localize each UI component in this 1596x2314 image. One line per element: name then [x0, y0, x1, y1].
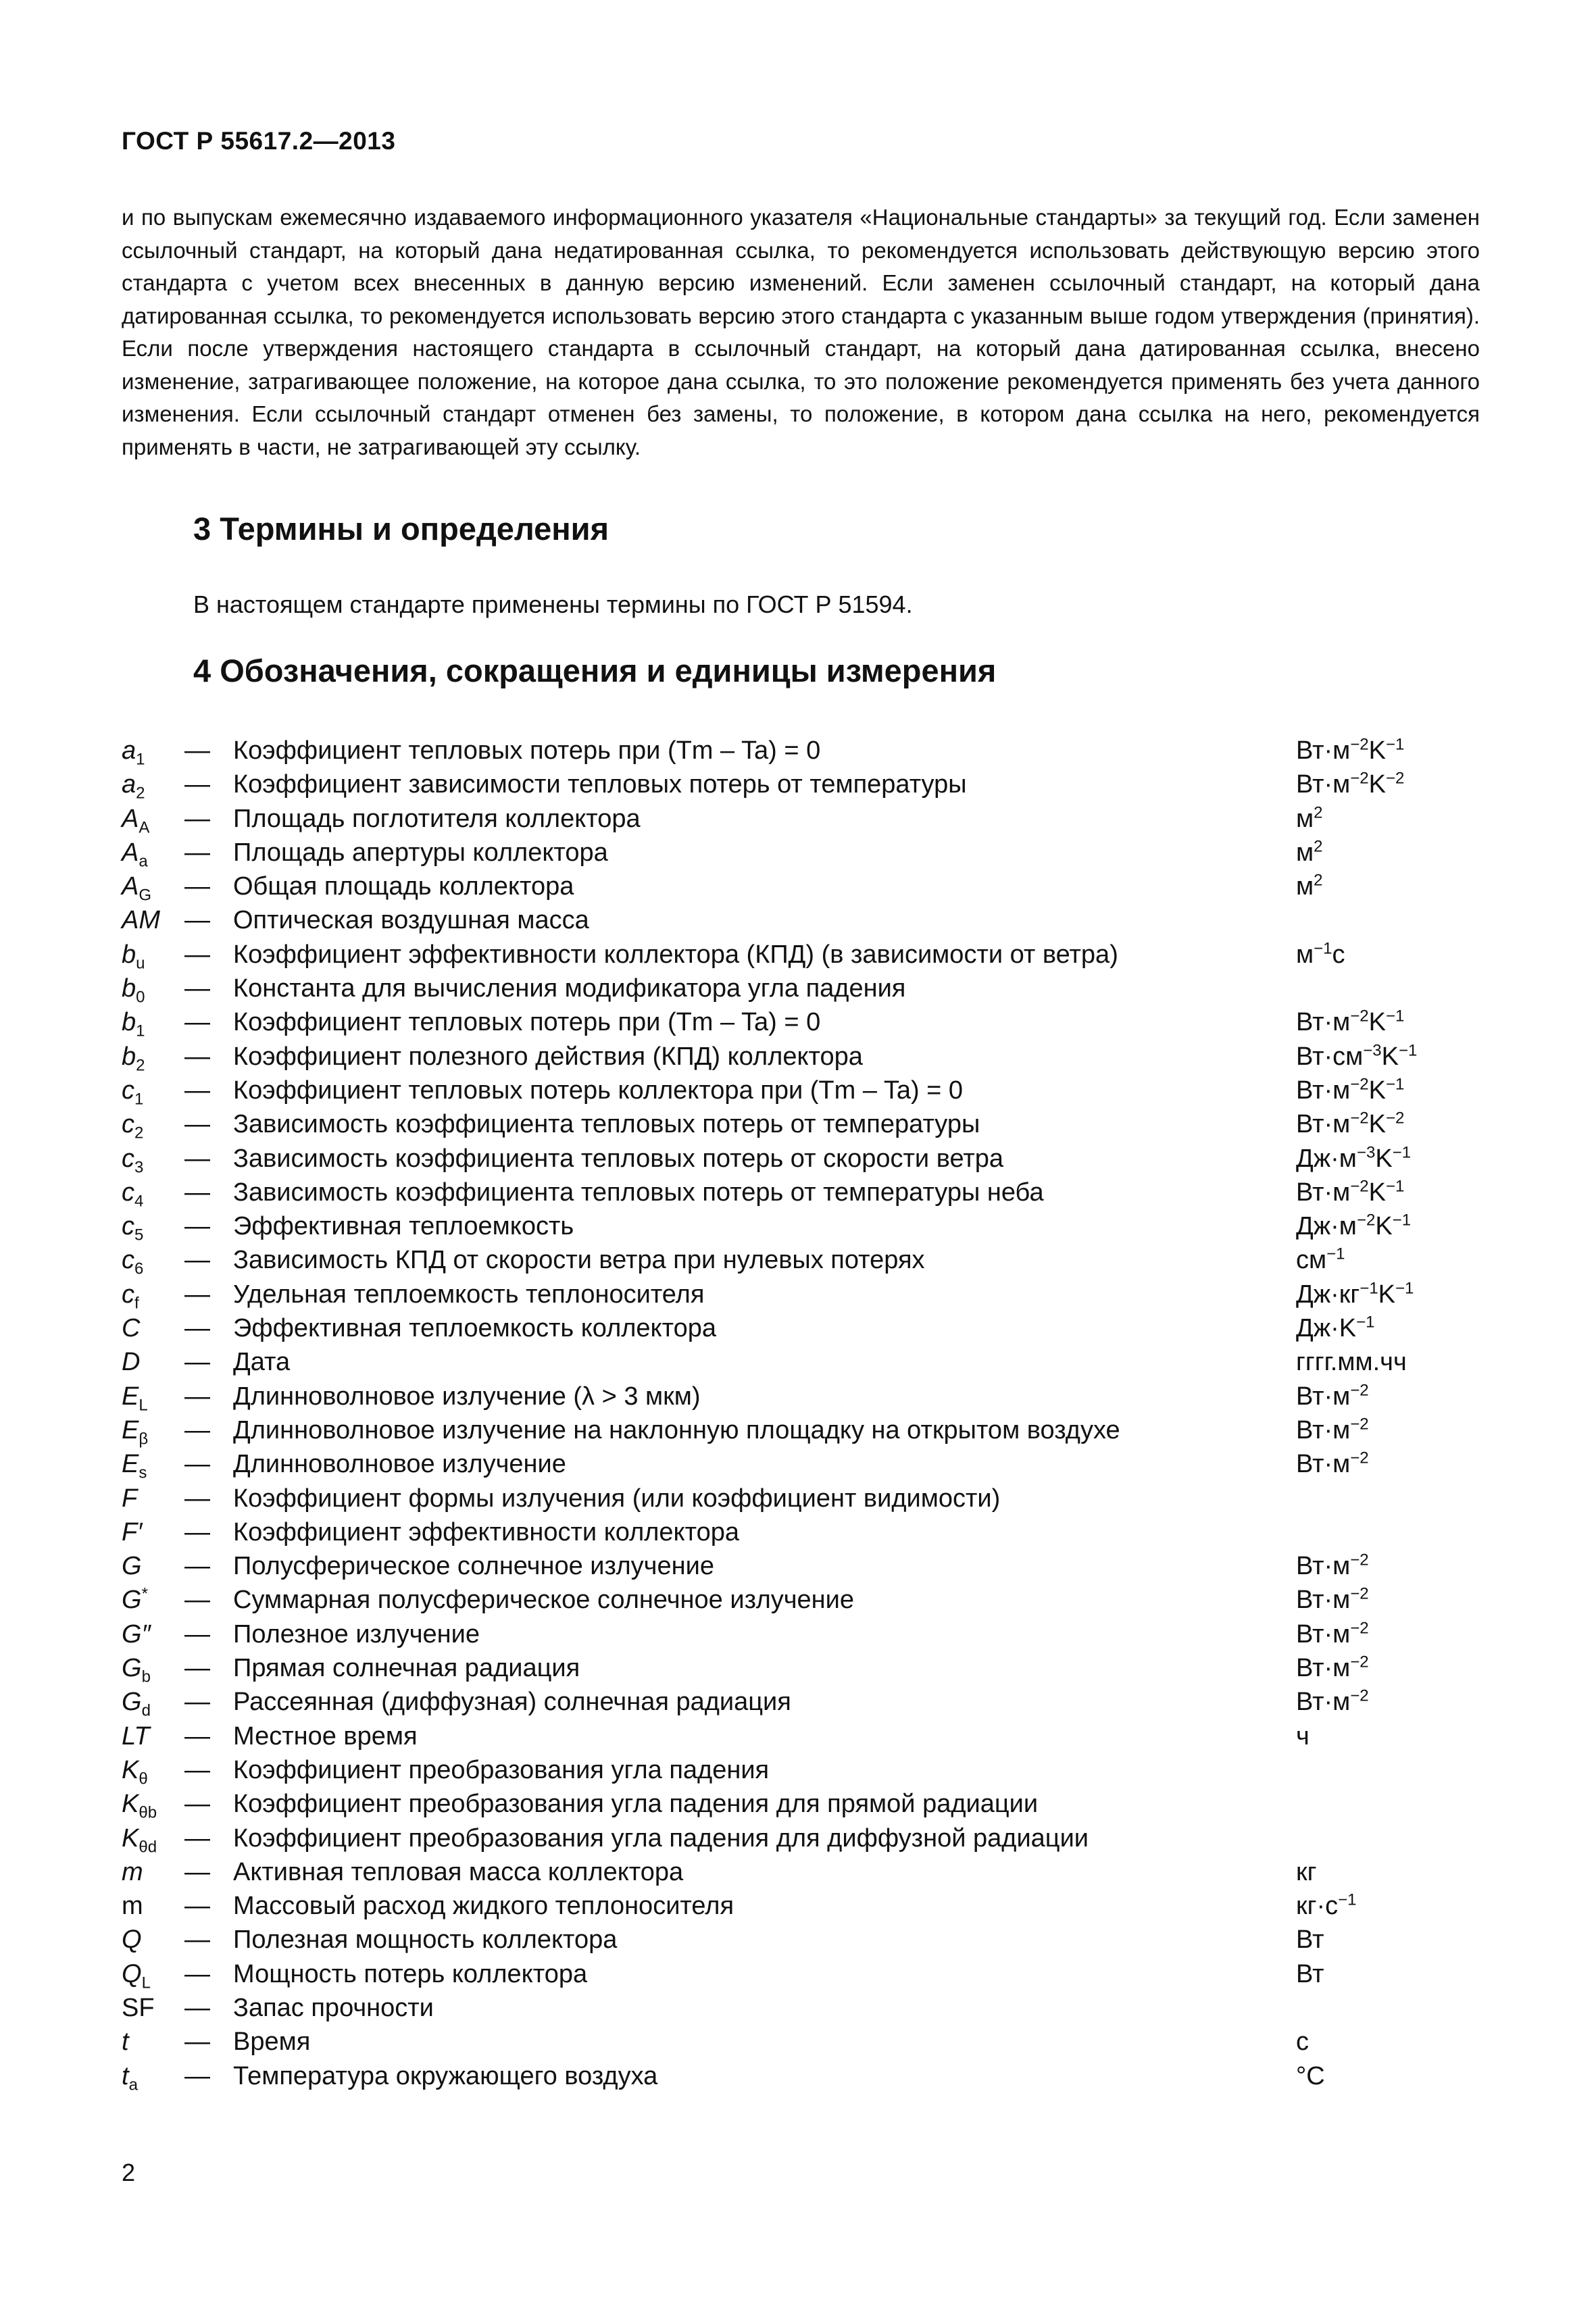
- em-dash: —: [184, 1415, 210, 1444]
- unit-of-measure: $м^2$: [1296, 871, 1323, 901]
- symbol: $a_1$: [122, 736, 145, 769]
- unit-of-measure: $Вт\cdot м^{-2}K^{-2}$: [1296, 769, 1405, 799]
- symbol-subscript: s: [139, 1463, 147, 1482]
- symbol: $c_f$: [122, 1280, 139, 1313]
- em-dash: —: [184, 974, 210, 1003]
- symbol: $G_b$: [122, 1654, 151, 1686]
- symbol-row: [122, 1311, 1480, 1345]
- symbols-list: [122, 734, 1480, 2093]
- symbol-row: [122, 802, 1480, 836]
- symbol-definition: Коэффициент преобразования угла падения для диффузной радиации: [233, 1823, 1089, 1853]
- em-dash: —: [184, 1688, 210, 1717]
- symbol: m: [122, 1857, 143, 1886]
- symbol: $t_a$: [122, 2061, 138, 2094]
- unit-of-measure: гггг.мм.чч: [1296, 1348, 1407, 1377]
- symbol-subscript: 5: [134, 1226, 144, 1244]
- em-dash: —: [184, 838, 210, 867]
- document-header: ГОСТ Р 55617.2—2013: [122, 127, 396, 155]
- em-dash: —: [184, 1654, 210, 1683]
- symbol: $E_\beta$: [122, 1415, 149, 1449]
- unit-of-measure: $м^{-1}с$: [1296, 939, 1345, 969]
- symbol-definition: Коэффициент тепловых потерь при (Tm – Ta) = 0: [233, 1008, 821, 1037]
- section-3-text: В настоящем стандарте применены термины по ГОСТ Р 51594.: [193, 590, 913, 618]
- unit-of-measure: $Вт\cdot м^{-2}K^{-2}$: [1296, 1109, 1405, 1139]
- symbol: $K_\theta$: [122, 1755, 148, 1788]
- symbol: $b_u$: [122, 940, 145, 973]
- em-dash: —: [184, 872, 210, 901]
- symbol-subscript: G: [139, 886, 152, 905]
- symbol-row: [122, 1719, 1480, 1753]
- symbol-row: [122, 1142, 1480, 1176]
- em-dash: —: [184, 1246, 210, 1275]
- em-dash: —: [184, 1755, 210, 1784]
- symbol-definition: Суммарная полусферическое солнечное излучение: [233, 1586, 855, 1615]
- symbol-row: [122, 768, 1480, 801]
- symbol: $a_2$: [122, 770, 145, 803]
- symbol-subscript: f: [134, 1294, 139, 1313]
- em-dash: —: [184, 1076, 210, 1105]
- page-number: 2: [122, 2159, 136, 2186]
- symbol-definition: Коэффициент тепловых потерь при (Tm – Ta) = 0: [233, 736, 821, 765]
- symbol-row: [122, 1991, 1480, 2025]
- unit-of-measure: $Дж\cdot м^{-3}K^{-1}$: [1296, 1142, 1412, 1173]
- em-dash: —: [184, 1552, 210, 1581]
- symbol-subscript: a: [139, 852, 148, 871]
- symbol-definition: Запас прочности: [233, 1993, 434, 2022]
- symbol-definition: Полусферическое солнечное излучение: [233, 1552, 714, 1581]
- symbol-definition: Время: [233, 2028, 311, 2057]
- symbol-row: [122, 1243, 1480, 1277]
- em-dash: —: [184, 1619, 210, 1649]
- em-dash: —: [184, 1110, 210, 1139]
- symbol-subscript: 2: [134, 1124, 144, 1142]
- em-dash: —: [184, 906, 210, 935]
- symbol: $b_0$: [122, 974, 145, 1007]
- symbol-row: [122, 1040, 1480, 1074]
- symbol-definition: Зависимость коэффициента тепловых потерь от скорости ветра: [233, 1144, 1004, 1173]
- intro-paragraph: и по выпускам ежемесячно издаваемого информационного указателя «Национальные стандарты» за текущий год. Если заменен ссылочный стандарт, на который дана недатированная ссылка, то рекомендуется использовать действующую версию этого стандарта с учетом всех внесенных в данную версию изменений. Если заменен ссылочный стандарт, на который дана датированная ссылка, то рекомендуется использовать версию этого стандарта с указанным выше годом утверждения (принятия). Если после утверждения настоящего стандарта в ссылочный стандарт, на который дана датированная ссылка, внесено изменение, затрагивающее положение, на которое дана ссылка, то это положение рекомендуется применять без учета данного изменения. Если ссылочный стандарт отменен без замены, то положение, в котором дана ссылка на него, рекомендуется применять в части, не затрагивающей эту ссылку.: [122, 205, 1480, 459]
- section-3-title: 3 Термины и определения: [193, 511, 609, 547]
- symbol-subscript: 1: [136, 1022, 145, 1040]
- symbol-subscript: 1: [136, 750, 145, 769]
- symbol-row: [122, 1209, 1480, 1243]
- symbol: $E_L$: [122, 1382, 148, 1415]
- symbol-definition: Местное время: [233, 1721, 418, 1751]
- unit-of-measure: $Вт\cdot м^{-2}K^{-1}$: [1296, 1177, 1405, 1207]
- symbol: $A_G$: [122, 872, 152, 905]
- em-dash: —: [184, 1314, 210, 1343]
- symbol-row: [122, 2059, 1480, 2093]
- em-dash: —: [184, 1348, 210, 1377]
- symbol-subscript: u: [136, 954, 145, 973]
- unit-of-measure: $Вт\cdot м^{-2}$: [1296, 1686, 1369, 1717]
- symbol-definition: Коэффициент формы излучения (или коэффициент видимости): [233, 1484, 1001, 1513]
- symbol: $K_{\theta d}$: [122, 1823, 157, 1857]
- unit-of-measure: $Дж\cdot м^{-2}K^{-1}$: [1296, 1211, 1412, 1241]
- unit-of-measure: $Вт\cdot м^{-2}$: [1296, 1619, 1369, 1649]
- unit-of-measure: $кг\cdot с^{-1}$: [1296, 1890, 1357, 1921]
- symbol: G: [122, 1552, 142, 1581]
- symbol-definition: Коэффициент зависимости тепловых потерь от температуры: [233, 770, 967, 799]
- em-dash: —: [184, 1212, 210, 1241]
- symbol-subscript: 6: [134, 1260, 144, 1279]
- symbol-row: [122, 1787, 1480, 1821]
- symbol-row: [122, 1278, 1480, 1311]
- symbol-row: [122, 903, 1480, 937]
- symbol-subscript: β: [139, 1430, 149, 1449]
- symbol-row: [122, 1549, 1480, 1583]
- unit-of-measure: $Вт\cdot м^{-2}$: [1296, 1584, 1369, 1615]
- em-dash: —: [184, 1484, 210, 1513]
- em-dash: —: [184, 1008, 210, 1037]
- symbol-row: [122, 1413, 1480, 1447]
- symbol-subscript: d: [141, 1701, 151, 1720]
- symbol-definition: Оптическая воздушная масса: [233, 906, 589, 935]
- symbol-row: [122, 1617, 1480, 1651]
- symbol-row: [122, 1583, 1480, 1617]
- unit-of-measure: $Вт\cdot м^{-2}K^{-1}$: [1296, 1007, 1405, 1037]
- symbol: C: [122, 1314, 141, 1343]
- unit-of-measure: $см^{-1}$: [1296, 1244, 1345, 1275]
- symbol-definition: Общая площадь коллектора: [233, 872, 574, 901]
- unit-of-measure: $м^2$: [1296, 803, 1323, 833]
- symbol: $b_1$: [122, 1008, 145, 1040]
- symbol-definition: Константа для вычисления модификатора угла падения: [233, 974, 906, 1003]
- symbol-subscript: θb: [139, 1803, 157, 1822]
- symbol: $c_1$: [122, 1076, 144, 1109]
- unit-of-measure: кг: [1296, 1857, 1317, 1886]
- em-dash: —: [184, 1721, 210, 1751]
- em-dash: —: [184, 1586, 210, 1615]
- symbol: $c_3$: [122, 1144, 144, 1177]
- symbol-definition: Площадь апертуры коллектора: [233, 838, 608, 867]
- symbol-definition: Рассеянная (диффузная) солнечная радиация: [233, 1688, 791, 1717]
- symbol-definition: Полезная мощность коллектора: [233, 1926, 618, 1955]
- symbol: $E_s$: [122, 1450, 147, 1482]
- symbol-subscript: b: [141, 1667, 151, 1686]
- em-dash: —: [184, 2028, 210, 2057]
- symbol-definition: Температура окружающего воздуха: [233, 2061, 658, 2090]
- symbol: $A_a$: [122, 838, 148, 871]
- symbol-definition: Зависимость коэффициента тепловых потерь от температуры: [233, 1110, 980, 1139]
- symbol-subscript: θ: [139, 1769, 148, 1788]
- em-dash: —: [184, 1517, 210, 1546]
- symbol-row: [122, 1345, 1480, 1379]
- unit-of-measure: $Вт\cdot м^{-2}K^{-1}$: [1296, 735, 1405, 765]
- em-dash: —: [184, 1959, 210, 1988]
- symbol-definition: Активная тепловая масса коллектора: [233, 1857, 684, 1886]
- em-dash: —: [184, 1382, 210, 1411]
- unit-of-measure: $м^2$: [1296, 837, 1323, 867]
- symbol: LT: [122, 1721, 150, 1751]
- symbol: D: [122, 1348, 141, 1377]
- symbol: $A_A$: [122, 804, 150, 837]
- symbol: $c_5$: [122, 1212, 144, 1244]
- symbol-definition: Эффективная теплоемкость коллектора: [233, 1314, 716, 1343]
- symbol-definition: Зависимость коэффициента тепловых потерь от температуры неба: [233, 1178, 1044, 1207]
- symbol-subscript: L: [139, 1396, 148, 1415]
- symbol: $G_d$: [122, 1688, 151, 1720]
- symbol-row: [122, 1482, 1480, 1515]
- symbol-row: [122, 870, 1480, 903]
- unit-of-measure: $Вт\cdot см^{-3}K^{-1}$: [1296, 1041, 1418, 1071]
- symbol-definition: Коэффициент тепловых потерь коллектора при (Tm – Ta) = 0: [233, 1076, 964, 1105]
- unit-of-measure: Вт: [1296, 1959, 1324, 1988]
- symbol: $c_2$: [122, 1110, 144, 1142]
- symbol-row: [122, 1447, 1480, 1481]
- em-dash: —: [184, 1042, 210, 1071]
- symbol-row: [122, 1957, 1480, 1991]
- symbol-definition: Массовый расход жидкого теплоносителя: [233, 1892, 734, 1921]
- symbol-subscript: θd: [139, 1838, 157, 1857]
- unit-of-measure: с: [1296, 2028, 1309, 2057]
- symbol-definition: Эффективная теплоемкость: [233, 1212, 574, 1241]
- symbol-subscript: a: [128, 2076, 138, 2094]
- symbol-row: [122, 972, 1480, 1005]
- symbol-subscript: L: [141, 1973, 151, 1992]
- unit-of-measure: $Вт\cdot м^{-2}$: [1296, 1449, 1369, 1479]
- symbol-row: [122, 1685, 1480, 1719]
- em-dash: —: [184, 1144, 210, 1173]
- symbol-definition: Длинноволновое излучение (λ > 3 мкм): [233, 1382, 701, 1411]
- symbol-definition: Площадь поглотителя коллектора: [233, 804, 641, 833]
- symbol: F′: [122, 1517, 143, 1546]
- symbol-definition: Длинноволновое излучение на наклонную площадку на открытом воздухе: [233, 1415, 1120, 1444]
- symbol-row: [122, 1855, 1480, 1889]
- symbol: G″: [122, 1619, 151, 1649]
- symbol-row: [122, 1380, 1480, 1413]
- em-dash: —: [184, 2061, 210, 2090]
- symbol-definition: Полезное излучение: [233, 1619, 480, 1649]
- symbol-subscript: 0: [136, 988, 145, 1007]
- unit-of-measure: ч: [1296, 1721, 1310, 1751]
- symbol-definition: Коэффициент полезного действия (КПД) коллектора: [233, 1042, 863, 1071]
- symbol-definition: Коэффициент преобразования угла падения для прямой радиации: [233, 1790, 1039, 1819]
- symbol-definition: Дата: [233, 1348, 291, 1377]
- symbol: G*: [122, 1584, 148, 1615]
- em-dash: —: [184, 940, 210, 969]
- symbol-row: [122, 1821, 1480, 1855]
- unit-of-measure: $Дж\cdot кг^{-1}K^{-1}$: [1296, 1279, 1414, 1309]
- unit-of-measure: $Дж\cdot K^{-1}$: [1296, 1313, 1375, 1343]
- symbol-subscript: 2: [136, 1056, 145, 1075]
- em-dash: —: [184, 1993, 210, 2022]
- symbol: $c_4$: [122, 1178, 144, 1211]
- symbol: AM: [122, 906, 160, 935]
- unit-of-measure: $Вт\cdot м^{-2}$: [1296, 1653, 1369, 1683]
- symbol-definition: Мощность потерь коллектора: [233, 1959, 588, 1988]
- symbol-row: [122, 938, 1480, 972]
- symbol-definition: Удельная теплоемкость теплоносителя: [233, 1280, 705, 1309]
- symbol-definition: Коэффициент эффективности коллектора: [233, 1517, 739, 1546]
- symbol-row: [122, 1923, 1480, 1957]
- symbol-subscript: 1: [134, 1090, 144, 1109]
- section-4-title: 4 Обозначения, сокращения и единицы измерения: [193, 653, 997, 688]
- em-dash: —: [184, 770, 210, 799]
- symbol-row: [122, 1889, 1480, 1923]
- symbol-row: [122, 2025, 1480, 2059]
- symbol-row: [122, 1176, 1480, 1209]
- unit-of-measure: $Вт\cdot м^{-2}$: [1296, 1551, 1369, 1581]
- symbol: Q: [122, 1926, 142, 1955]
- symbol: $b_2$: [122, 1042, 145, 1075]
- em-dash: —: [184, 1450, 210, 1479]
- em-dash: —: [184, 1178, 210, 1207]
- symbol: $Q_L$: [122, 1959, 151, 1992]
- em-dash: —: [184, 1857, 210, 1886]
- unit-of-measure: $Вт\cdot м^{-2}$: [1296, 1415, 1369, 1444]
- symbol-subscript: 2: [136, 784, 145, 803]
- symbol-subscript: 3: [134, 1158, 144, 1177]
- em-dash: —: [184, 1790, 210, 1819]
- symbol: m: [122, 1892, 143, 1921]
- symbol-row: [122, 1753, 1480, 1787]
- em-dash: —: [184, 1823, 210, 1853]
- symbol-subscript: A: [139, 818, 150, 837]
- unit-of-measure: °C: [1296, 2061, 1325, 2090]
- symbol-definition: Прямая солнечная радиация: [233, 1654, 580, 1683]
- symbol-definition: Коэффициент преобразования угла падения: [233, 1755, 770, 1784]
- symbol-definition: Коэффициент эффективности коллектора (КПД) (в зависимости от ветра): [233, 940, 1118, 969]
- symbol: F: [122, 1484, 138, 1513]
- unit-of-measure: $Вт\cdot м^{-2}$: [1296, 1380, 1369, 1411]
- em-dash: —: [184, 1280, 210, 1309]
- symbol-row: [122, 1515, 1480, 1549]
- unit-of-measure: Вт: [1296, 1926, 1324, 1955]
- symbol: $c_6$: [122, 1246, 144, 1279]
- symbol: SF: [122, 1993, 155, 2022]
- em-dash: —: [184, 736, 210, 765]
- symbol: $K_{\theta b}$: [122, 1790, 157, 1822]
- em-dash: —: [184, 1926, 210, 1955]
- unit-of-measure: $Вт\cdot м^{-2}K^{-1}$: [1296, 1075, 1405, 1105]
- em-dash: —: [184, 1892, 210, 1921]
- symbol: t: [122, 2028, 129, 2057]
- symbol-row: [122, 1651, 1480, 1685]
- symbol-definition: Зависимость КПД от скорости ветра при нулевых потерях: [233, 1246, 925, 1275]
- em-dash: —: [184, 804, 210, 833]
- symbol-definition: Длинноволновое излучение: [233, 1450, 566, 1479]
- symbol-subscript: 4: [134, 1192, 144, 1211]
- symbol-row: [122, 1005, 1480, 1039]
- symbol-row: [122, 1107, 1480, 1141]
- symbol-row: [122, 836, 1480, 870]
- symbol-row: [122, 734, 1480, 768]
- symbol-row: [122, 1074, 1480, 1107]
